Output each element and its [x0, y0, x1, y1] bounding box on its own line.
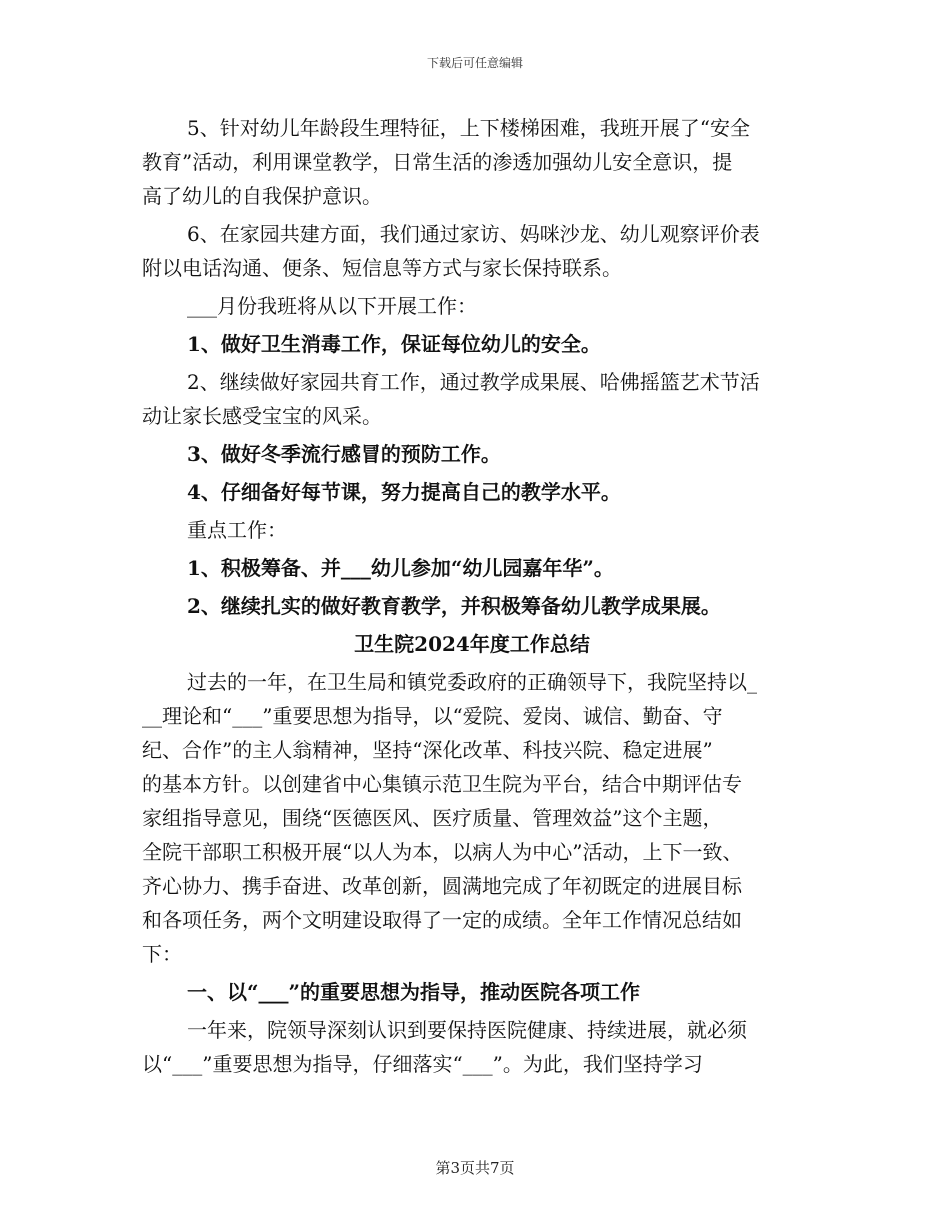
- paragraph-line: 动让家长感受宝宝的风采。: [142, 404, 382, 428]
- paragraph-line: 一年来，院领导深刻认识到要保持医院健康、持续进展，就必须: [187, 1018, 747, 1042]
- paragraph-line: 5、针对幼儿年龄段生理特征，上下楼梯困难，我班开展了“安全: [187, 116, 750, 140]
- paragraph-line: 1、积极筹备、并___幼儿参加“幼儿园嘉年华”。: [187, 556, 614, 580]
- paragraph-line: 纪、合作”的主人翁精神，坚持“深化改革、科技兴院、稳定进展”: [142, 738, 713, 762]
- paragraph-line: 附以电话沟通、便条、短信息等方式与家长保持联系。: [142, 256, 622, 280]
- paragraph-line: 6、在家园共建方面，我们通过家访、妈咪沙龙、幼儿观察评价表: [187, 222, 760, 246]
- document-body: [142, 111, 802, 1085]
- paragraph-line: 下：: [142, 942, 182, 966]
- paragraph-line: 重点工作：: [187, 518, 287, 542]
- paragraph-line: 齐心协力、携手奋进、改革创新，圆满地完成了年初既定的进展目标: [142, 874, 742, 898]
- paragraph-line: 过去的一年，在卫生局和镇党委政府的正确领导下，我院坚持以_: [187, 670, 757, 694]
- page-number: 第3页共7页: [435, 1159, 515, 1177]
- paragraph-line: 1、做好卫生消毒工作，保证每位幼儿的安全。: [187, 332, 601, 356]
- paragraph-line: 高了幼儿的自我保护意识。: [142, 184, 382, 208]
- paragraph-line: 以“___”重要思想为指导，仔细落实“___”。为此，我们坚持学习: [142, 1052, 703, 1076]
- paragraph-line: 4、仔细备好每节课，努力提高自己的教学水平。: [187, 480, 621, 504]
- paragraph-line: 家组指导意见，围绕“医德医风、医疗质量、管理效益”这个主题，: [142, 806, 723, 830]
- paragraph-line: 3、做好冬季流行感冒的预防工作。: [187, 442, 501, 466]
- paragraph-line: __理论和“___”重要思想为指导，以“爱院、爱岗、诚信、勤奋、守: [142, 704, 723, 728]
- paragraph-line: ___月份我班将从以下开展工作：: [187, 294, 477, 318]
- paragraph-line: 2、继续做好家园共育工作，通过教学成果展、哈佛摇篮艺术节活: [187, 370, 760, 394]
- paragraph-line: 全院干部职工积极开展“以人为本，以病人为中心”活动，上下一致、: [142, 840, 743, 864]
- paragraph-line: 和各项任务，两个文明建设取得了一定的成绩。全年工作情况总结如: [142, 908, 742, 932]
- page-header-note: 下载后可任意编辑: [426, 56, 523, 70]
- section-title: 卫生院2024年度工作总结: [354, 632, 590, 656]
- paragraph-line: 的基本方针。以创建省中心集镇示范卫生院为平台，结合中期评估专: [142, 772, 742, 796]
- section-heading: 一、以“___”的重要思想为指导，推动医院各项工作: [187, 980, 641, 1004]
- paragraph-line: 教育”活动，利用课堂教学，日常生活的渗透加强幼儿安全意识，提: [142, 150, 733, 174]
- paragraph-line: 2、继续扎实的做好教育教学，并积极筹备幼儿教学成果展。: [187, 594, 721, 618]
